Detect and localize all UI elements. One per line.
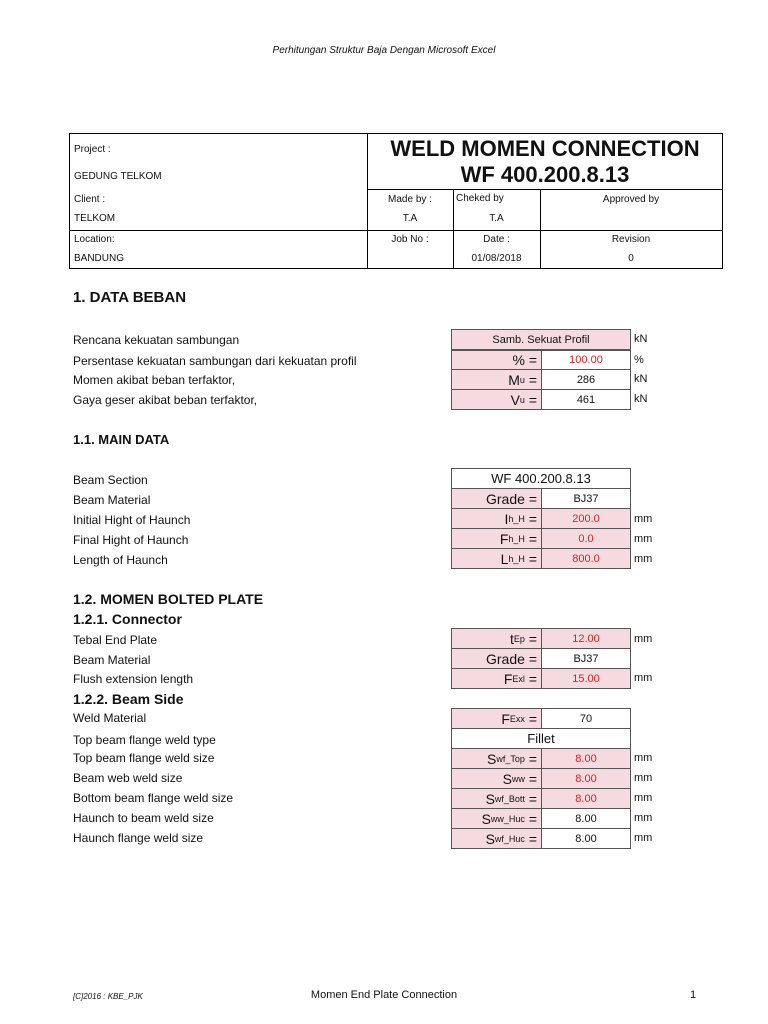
section-heading: 1.2. MOMEN BOLTED PLATE	[73, 591, 264, 607]
symbol-cell: F h_H =	[451, 528, 542, 549]
unit: mm	[634, 792, 653, 804]
section-heading: 1.1. MAIN DATA	[73, 432, 170, 447]
unit: kN	[634, 373, 648, 385]
weld-material-value[interactable]: 70	[541, 708, 631, 729]
row-label: Persentase kekuatan sambungan dari kekuatan profil	[73, 354, 357, 368]
row-label: Gaya geser akibat beban terfaktor,	[73, 393, 258, 407]
unit: mm	[634, 832, 653, 844]
plate-material-value[interactable]: BJ37	[541, 648, 631, 669]
percentage-value[interactable]: 100.00	[541, 350, 631, 370]
row-label: Beam Material	[73, 653, 151, 667]
revision-label: Revision	[611, 234, 651, 245]
client-value: TELKOM	[74, 213, 116, 224]
haunch-beam-weld-value[interactable]: 8.00	[541, 808, 631, 829]
divider	[367, 189, 722, 190]
beam-material-value[interactable]: BJ37	[541, 488, 631, 509]
symbol-cell: % =	[451, 350, 542, 370]
doc-title-line1: WELD MOMEN CONNECTION	[390, 136, 700, 161]
row-label: Momen akibat beban terfaktor,	[73, 373, 236, 387]
row-label: Haunch flange weld size	[73, 831, 204, 845]
doc-title-line2: WF 400.200.8.13	[460, 162, 630, 187]
symbol-cell: S wf_Top =	[451, 748, 542, 769]
row-label: Beam Material	[73, 493, 151, 507]
unit: mm	[634, 812, 653, 824]
made-by-value: T.A	[402, 213, 418, 224]
symbol-cell: S ww_Huc =	[451, 808, 542, 829]
symbol-cell: L h_H =	[451, 548, 542, 569]
symbol-cell: V u =	[451, 389, 542, 410]
date-label: Date :	[483, 234, 510, 245]
final-haunch-value[interactable]: 0.0	[541, 528, 631, 549]
row-label: Initial Hight of Haunch	[73, 513, 191, 527]
symbol-cell: t Ep =	[451, 628, 542, 649]
footer-copyright: [C]2016 : KBE_PJK	[73, 992, 143, 1001]
client-label: Client :	[74, 194, 106, 205]
initial-haunch-value[interactable]: 200.0	[541, 508, 631, 529]
unit: mm	[634, 633, 653, 645]
approved-by-label: Approved by	[602, 194, 660, 205]
row-label: Final Hight of Haunch	[73, 533, 189, 547]
unit: mm	[634, 672, 653, 684]
top-flange-weld-value[interactable]: 8.00	[541, 748, 631, 769]
beam-section-value[interactable]: WF 400.200.8.13	[451, 468, 631, 489]
symbol-cell: M u =	[451, 369, 542, 390]
row-label: Beam web weld size	[73, 771, 183, 785]
symbol-cell: F Exl =	[451, 668, 542, 689]
moment-value[interactable]: 286	[541, 369, 631, 390]
unit: mm	[634, 533, 653, 545]
subsection-heading: 1.2.2. Beam Side	[73, 691, 184, 707]
revision-value: 0	[628, 253, 634, 264]
project-value: GEDUNG TELKOM	[74, 171, 162, 182]
symbol-cell: S ww =	[451, 768, 542, 789]
row-label: Haunch to beam weld size	[73, 811, 214, 825]
checked-by-label: Cheked by	[456, 193, 504, 204]
job-no-label: Job No :	[391, 234, 429, 245]
symbol-cell: I h_H =	[451, 508, 542, 529]
symbol-cell: Grade =	[451, 488, 542, 509]
unit: mm	[634, 553, 653, 565]
row-label: Tebal End Plate	[73, 633, 158, 647]
haunch-length-value[interactable]: 800.0	[541, 548, 631, 569]
unit: mm	[634, 752, 653, 764]
row-label: Beam Section	[73, 473, 148, 487]
haunch-flange-weld-value[interactable]: 8.00	[541, 828, 631, 849]
shear-value[interactable]: 461	[541, 389, 631, 410]
row-label: Top beam flange weld type	[73, 733, 216, 747]
symbol-cell: F Exx =	[451, 708, 542, 729]
unit: kN	[634, 393, 648, 405]
checked-by-value: T.A	[489, 213, 504, 224]
flush-extension-value[interactable]: 15.00	[541, 668, 631, 689]
end-plate-thickness-value[interactable]: 12.00	[541, 628, 631, 649]
unit: %	[634, 354, 644, 366]
weld-type-value[interactable]: Fillet	[451, 728, 631, 749]
made-by-label: Made by :	[388, 194, 432, 205]
footer-title: Momen End Plate Connection	[310, 989, 458, 1001]
symbol-cell: S wf_Huc =	[451, 828, 542, 849]
date-value: 01/08/2018	[471, 253, 522, 264]
section-heading: 1. DATA BEBAN	[73, 289, 187, 306]
web-weld-value[interactable]: 8.00	[541, 768, 631, 789]
location-value: BANDUNG	[74, 253, 125, 264]
bottom-flange-weld-value[interactable]: 8.00	[541, 788, 631, 809]
row-label: Bottom beam flange weld size	[73, 791, 234, 805]
row-label: Top beam flange weld size	[73, 751, 215, 765]
symbol-cell: S wf_Bott =	[451, 788, 542, 809]
divider	[70, 230, 722, 231]
unit: kN	[634, 333, 648, 345]
row-label: Weld Material	[73, 711, 147, 725]
row-label: Rencana kekuatan sambungan	[73, 333, 240, 347]
project-label: Project :	[74, 144, 111, 155]
symbol-cell: Grade =	[451, 648, 542, 669]
unit: mm	[634, 772, 653, 784]
location-label: Location:	[74, 234, 115, 245]
subsection-heading: 1.2.1. Connector	[73, 611, 182, 627]
page-header: Perhitungan Struktur Baja Dengan Microsoft Excel	[272, 45, 496, 56]
unit: mm	[634, 513, 653, 525]
row-label: Length of Haunch	[73, 553, 168, 567]
row-label: Flush extension length	[73, 672, 194, 686]
page-number: 1	[690, 989, 697, 1001]
title-block	[69, 133, 723, 269]
connection-plan-value[interactable]: Samb. Sekuat Profil	[451, 329, 631, 350]
